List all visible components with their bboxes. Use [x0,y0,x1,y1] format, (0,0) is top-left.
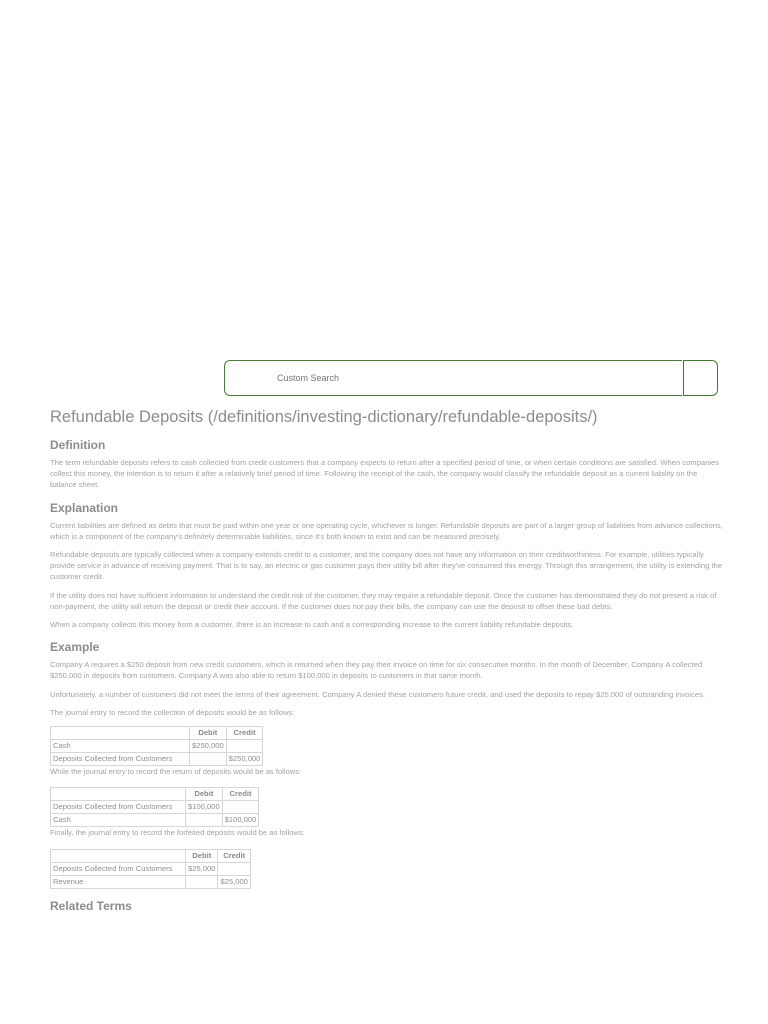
table-cell: Deposits Collected from Customers [51,753,190,766]
table-header-row [51,727,263,740]
table-row [51,814,259,827]
table-cell: Cash [51,740,190,753]
table-cell [186,876,218,889]
forfeit-intro: Finally, the journal entry to record the forfeited deposits would be as follows: [50,828,305,838]
table-header-row [51,788,259,801]
definition-paragraph: The term refundable deposits refers to cash collected from credit customers that a company expects to return after a specified period of time, or when certain conditions are satisfied. When companies collect this money, the intention is to return it after a relatively brief period of time. Following the receipt of the cash, the company would classify the refundable deposit as a current liability on the balance sheet. [50,458,719,490]
table-row [51,753,263,766]
table-header [51,850,186,863]
explanation-paragraph-3: If the utility does not have sufficient information to understand the credit risk of the customer, they may require a refundable deposit. Once the customer has demonstrated they do not present a risk of non-payment, the utility will return the deposit or credit their account. If the customer does not pay their bills, the company can use the deposit to offset these bad debts. [50,590,717,611]
table-cell: $25,000 [218,876,250,889]
table-header: Credit [218,850,250,863]
explanation-paragraph-4: When a company collects this money from a customer, there is an increase to cash and a corresponding increase to the current liability refundable deposits. [50,620,574,630]
table-header: Debit [186,850,218,863]
table-header: Debit [186,788,223,801]
related-terms-heading: Related Terms [50,899,132,914]
table-cell [190,753,227,766]
table-cell: $250,000 [226,753,263,766]
journal-table-collection [50,726,263,766]
table-row [51,740,263,753]
example-paragraph-3: The journal entry to record the collection of deposits would be as follows: [50,707,295,717]
search-bar [224,360,718,396]
article [50,404,724,915]
table-cell: $100,000 [186,801,223,814]
table-cell: $25,000 [186,863,218,876]
table-header [51,727,190,740]
table-header-row [51,850,251,863]
explanation-heading: Explanation [50,500,119,515]
explanation-paragraph-1: Current liabilities are defined as debts that must be paid within one year or one operating cycle, whichever is longer. Refundable deposits are part of a larger group of liabilities from advance collections, which is a component of the company's definitely determinable liabilities, since it's both known to exist and can be measured precisely. [50,520,723,541]
search-button[interactable] [683,360,718,396]
search-input[interactable] [224,360,682,396]
table-cell: Revenue [51,876,186,889]
table-row [51,876,251,889]
table-row [51,863,251,876]
table-header [51,788,186,801]
explanation-paragraph-2: Refundable deposits are typically collected when a company extends credit to a customer, and the company does not have any information on their creditworthiness. For example, utilities typically provide service in advance of receiving payment. That is to say, an electric or gas customer pays their utility bill after they've consumed this energy. Through this arrangement, the utility is extending the customer credit. [50,550,723,582]
table-cell: Deposits Collected from Customers [51,801,186,814]
table-cell [226,740,263,753]
table-cell: $100,000 [222,814,259,827]
table-header: Debit [190,727,227,740]
example-paragraph-2: Unfortunately, a number of customers did not meet the terms of their agreement. Company A denied these customers future credit, and used the deposits to repay $25,000 of outstanding invoices. [50,689,705,699]
definition-heading: Definition [50,438,106,452]
return-intro: While the journal entry to record the return of deposits would be as follows: [50,767,302,777]
example-paragraph-1: Company A requires a $250 deposit from new credit customers, which is returned when they pay their invoice on time for six consecutive months. In the month of December, Company A collected $250,000 in deposits from customers. Company A was also able to return $100,000 in deposits to customers in that same month. [50,660,703,681]
page-title: Refundable Deposits (/definitions/investing-dictionary/refundable-deposits/) [50,408,598,426]
journal-table-return [50,787,259,827]
table-row [51,801,259,814]
table-cell: $250,000 [190,740,227,753]
table-cell [218,863,250,876]
example-heading: Example [50,640,100,655]
table-cell: Deposits Collected from Customers [51,863,186,876]
table-cell: Cash [51,814,186,827]
table-cell [186,814,223,827]
table-header: Credit [226,727,263,740]
journal-table-forfeit [50,849,251,889]
table-cell [222,801,259,814]
table-header: Credit [222,788,259,801]
